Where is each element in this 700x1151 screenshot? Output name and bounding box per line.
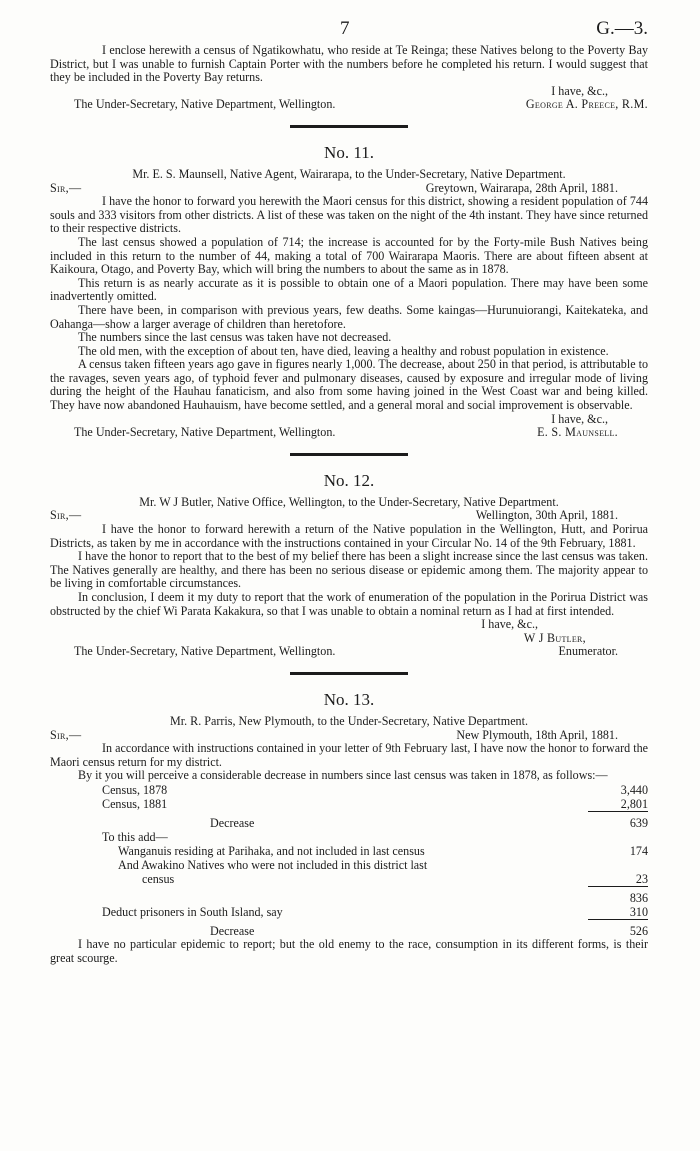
letter-paragraph: In accordance with instructions contained in your letter of 9th February last, I have now the honor to forward the Maori census return for my district. — [50, 741, 648, 769]
row-label: Census, 1878 — [102, 782, 168, 797]
table-row — [50, 905, 648, 920]
document-reference: G.—3. — [596, 18, 648, 39]
intro-signature: George A. Preece, R.M. — [525, 97, 648, 112]
letter-paragraph: The last census showed a population of 714; the increase is accounted for by the Forty-mile Bush Natives being included in this return to the number of 44, making a total of 700 Wairarapa Maoris. There are about fifteen absent at Kaikoura, Otago, and Poverty Bay, which will bring the numbers to about the same as in 1878. — [50, 234, 648, 277]
letter-paragraph: This return is as nearly accurate as it is possible to obtain one of a Maori population. There may have been some inadvertently omitted. — [50, 275, 648, 304]
letter-paragraph: There have been, in comparison with previous years, few deaths. Some kaingas—Hurunuiorangi, Kaitekateka, and Oahanga—show a larger average of children than heretofore. — [50, 302, 648, 331]
section-divider — [290, 453, 408, 456]
letter-paragraph: A census taken fifteen years ago gave in figures nearly 1,000. The decrease, about 250 in that period, is attributable to the ravages, seven years ago, of typhoid fever and pulmonary diseases, caused by exposure and irregular mode of living during the height of the Hauhau fanaticism, and also from some having joined in the West Coast war and being killed. They have now abandoned Hauhauism, have become settled, and a general moral and social improvement is observable. — [50, 357, 649, 413]
row-label: Census, 1881 — [102, 797, 168, 812]
sign-line — [50, 426, 648, 440]
row-value: 639 — [629, 815, 648, 830]
place-date: Wellington, 30th April, 1881. — [475, 508, 618, 523]
page-number: 7 — [340, 18, 350, 39]
row-value: 3,440 — [620, 782, 648, 797]
document-page — [50, 18, 649, 965]
row-value: 23 — [588, 872, 648, 887]
salutation: Sir,— — [50, 727, 82, 742]
letter-paragraph: I have the honor to forward you herewith the Maori census for this district, showing a resident population of 744 souls and 333 visitors from other districts. A list of these was taken on the night of the 4th instant. They have since returned to their respective districts. — [50, 194, 648, 236]
row-label: Deduct prisoners in South Island, say — [102, 905, 283, 920]
salutation-line — [50, 182, 648, 196]
letter-paragraph: In conclusion, I deem it my duty to report that the work of enumeration of the population in the Porirua District was obstructed by the chief Wi Parata Kakakura, so that I was unable to obtain a nominal return as I had at first intended. — [50, 590, 648, 618]
salutation: Sir,— — [50, 508, 82, 523]
letter-heading: Mr. E. S. Maunsell, Native Agent, Wairarapa, to the Under-Secretary, Native Department. — [132, 166, 566, 181]
letter-number: No. 13. — [323, 689, 375, 709]
table-row — [50, 797, 648, 812]
table-row — [50, 783, 648, 797]
letter-paragraph: I have no particular epidemic to report; but the old enemy to the race, consumption in its different forms, is their great scourge. — [50, 936, 648, 965]
signature: W J Butler, — [523, 630, 586, 645]
census-table — [50, 783, 648, 938]
row-value: 174 — [629, 843, 648, 858]
place-date: New Plymouth, 18th April, 1881. — [456, 727, 618, 742]
row-label: Wanganuis residing at Parihaka, and not included in last census — [118, 843, 425, 858]
row-label: And Awakino Natives who were not included in this district last — [118, 857, 428, 872]
letter-paragraph: By it you will perceive a considerable decrease in numbers since last census was taken in 1878, as follows:— — [78, 768, 608, 783]
table-row — [50, 858, 648, 872]
intro-closing: I have, &c., — [551, 83, 608, 98]
letter-paragraph: The old men, with the exception of about ten, have died, leaving a healthy and robust population in existence. — [78, 343, 609, 358]
table-row — [50, 830, 648, 844]
salutation-line — [50, 509, 648, 523]
addressee: The Under-Secretary, Native Department, Wellington. — [74, 425, 336, 440]
letter-paragraph: The numbers since the last census was taken have not decreased. — [78, 330, 392, 345]
table-row — [50, 844, 648, 858]
row-label: census — [142, 872, 175, 887]
letter-number: No. 11. — [324, 142, 374, 162]
letter-paragraph: I have the honor to forward herewith a return of the Native population in the Wellington, Hutt, and Porirua Districts, as taken by me in accordance with the instructions contained in your Circular No. 14 of the 9th February, 1881. — [50, 522, 648, 550]
intro-sign-line — [50, 98, 648, 112]
letter-paragraph: I have the honor to report that to the best of my belief there has been a slight increase since the last census was taken. The Natives generally are healthy, and there has been no serious disease or epidemic among them. The majority appear to be living in comfortable circumstances. — [50, 549, 648, 591]
table-row — [50, 886, 648, 905]
letter-closing: I have, &c., — [551, 411, 608, 426]
intro-addressee: The Under-Secretary, Native Department, Wellington. — [74, 97, 336, 112]
salutation: Sir,— — [50, 180, 82, 195]
row-value: 2,801 — [588, 797, 648, 812]
addressee: The Under-Secretary, Native Department, Wellington. — [74, 644, 336, 659]
letter-heading: Mr. R. Parris, New Plymouth, to the Under-Secretary, Native Department. — [169, 713, 528, 728]
row-label: Decrease — [210, 923, 255, 938]
signature: E. S. Maunsell. — [537, 425, 618, 440]
letter-heading: Mr. W J Butler, Native Office, Wellington, to the Under-Secretary, Native Department. — [139, 494, 559, 509]
letter-number: No. 12. — [323, 470, 375, 490]
letter-closing: I have, &c., — [481, 617, 538, 632]
row-label: To this add— — [102, 829, 168, 844]
signer-title: Enumerator. — [558, 644, 618, 659]
salutation-line — [50, 729, 648, 743]
table-row — [50, 872, 648, 887]
row-label: Decrease — [210, 815, 255, 830]
section-divider — [290, 125, 408, 128]
table-row — [50, 811, 648, 830]
section-divider — [290, 672, 408, 675]
row-value: 526 — [629, 923, 648, 938]
intro-paragraph: I enclose herewith a census of Ngatikowhatu, who reside at Te Reinga; these Natives belong to the Poverty Bay District, but I was unable to furnish Captain Porter with the numbers before he completed his return. I would suggest that they be included in the Poverty Bay returns. — [50, 43, 648, 85]
page-header — [50, 18, 648, 44]
table-row — [50, 919, 648, 938]
place-date: Greytown, Wairarapa, 28th April, 1881. — [425, 180, 618, 195]
sign-line — [50, 645, 648, 659]
row-value: 310 — [588, 905, 648, 920]
row-value: 836 — [629, 890, 648, 905]
